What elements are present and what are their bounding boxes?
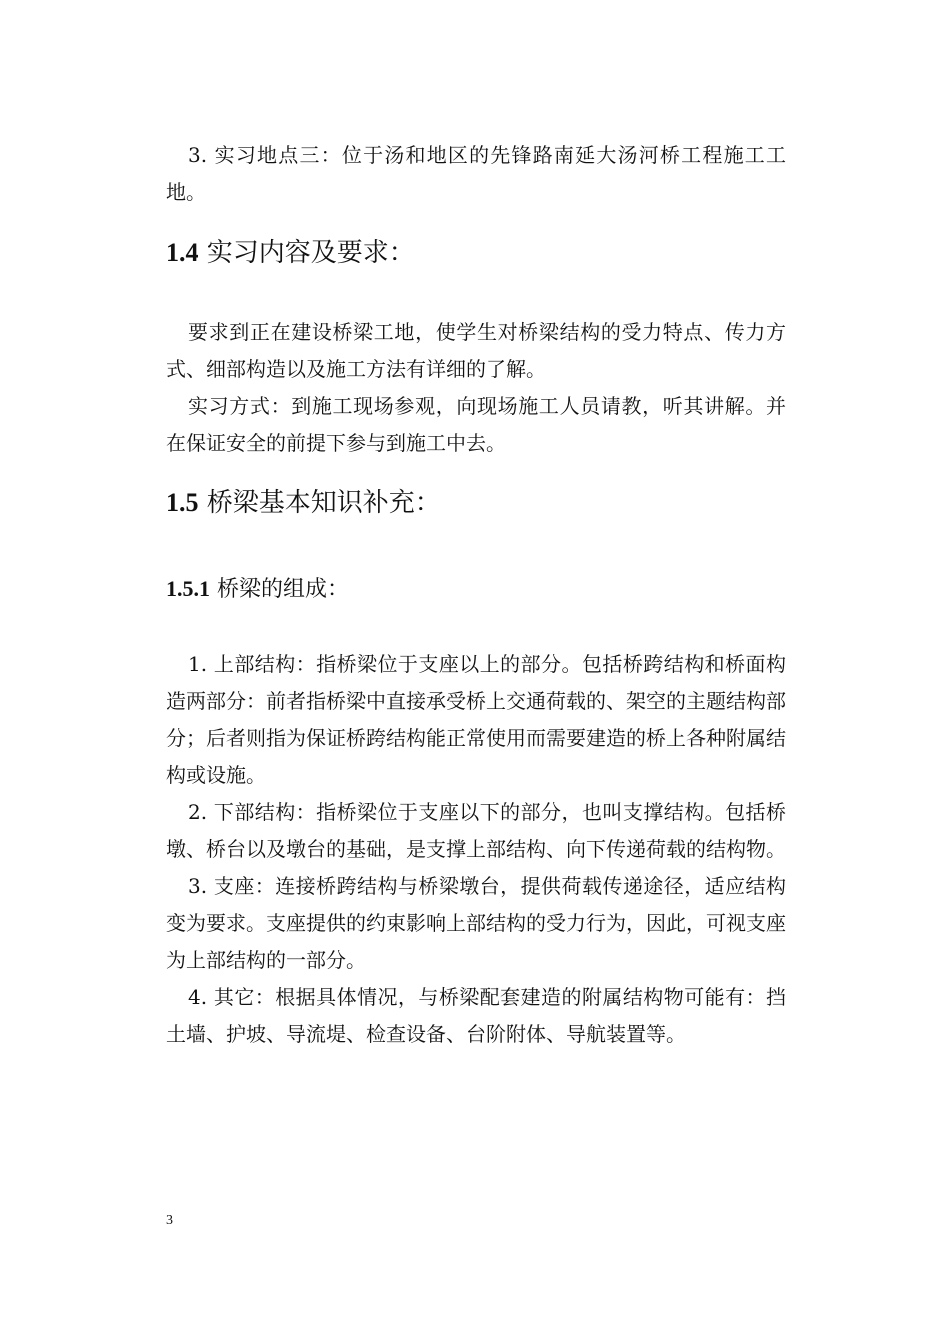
section-heading-1-4 — [166, 236, 786, 270]
intro-paragraph-block — [166, 137, 786, 211]
paragraph-method: 实习方式：到施工现场参观，向现场施工人员请教，听其讲解。并在保证安全的前提下参与到施工中去。 — [166, 394, 786, 455]
section-number: 1.4 — [166, 238, 199, 267]
subsection-number: 1.5.1 — [166, 576, 210, 601]
page-number: 3 — [166, 1213, 173, 1228]
section-title: 实习内容及要求： — [206, 238, 415, 268]
paragraph-bearing: 3. 支座：连接桥跨结构与桥梁墩台，提供荷载传递途径，适应结构变为要求。支座提供的约束影响上部结构的受力行为，因此，可视支座为上部结构的一部分。 — [166, 874, 786, 972]
bridge-composition-block — [166, 646, 786, 1053]
subsection-heading-1-5-1 — [166, 574, 786, 605]
paragraph-others: 4. 其它：根据具体情况，与桥梁配套建造的附属结构物可能有：挡土墙、护坡、导流堤、检查设备、台阶附体、导航装置等。 — [166, 985, 786, 1046]
paragraph-substructure: 2. 下部结构：指桥梁位于支座以下的部分，也叫支撑结构。包括桥墩、桥台以及墩台的基础，是支撑上部结构、向下传递荷载的结构物。 — [166, 800, 786, 861]
content-requirements-block — [166, 314, 786, 462]
section-heading-1-5 — [166, 486, 786, 520]
paragraph-superstructure: 1. 上部结构：指桥梁位于支座以上的部分。包括桥跨结构和桥面构造两部分：前者指桥梁中直接承受桥上交通荷载的、架空的主题结构部分；后者则指为保证桥跨结构能正常使用而需要建造的桥上各种附属结构或设施。 — [166, 652, 786, 787]
section-title: 桥梁基本知识补充： — [206, 488, 441, 518]
paragraph-requirements: 要求到正在建设桥梁工地，使学生对桥梁结构的受力特点、传力方式、细部构造以及施工方法有详细的了解。 — [166, 320, 786, 381]
subsection-title: 桥梁的组成： — [217, 577, 350, 602]
paragraph-location-3: 3. 实习地点三：位于汤和地区的先锋路南延大汤河桥工程施工工地。 — [166, 143, 786, 204]
section-number: 1.5 — [166, 488, 199, 517]
